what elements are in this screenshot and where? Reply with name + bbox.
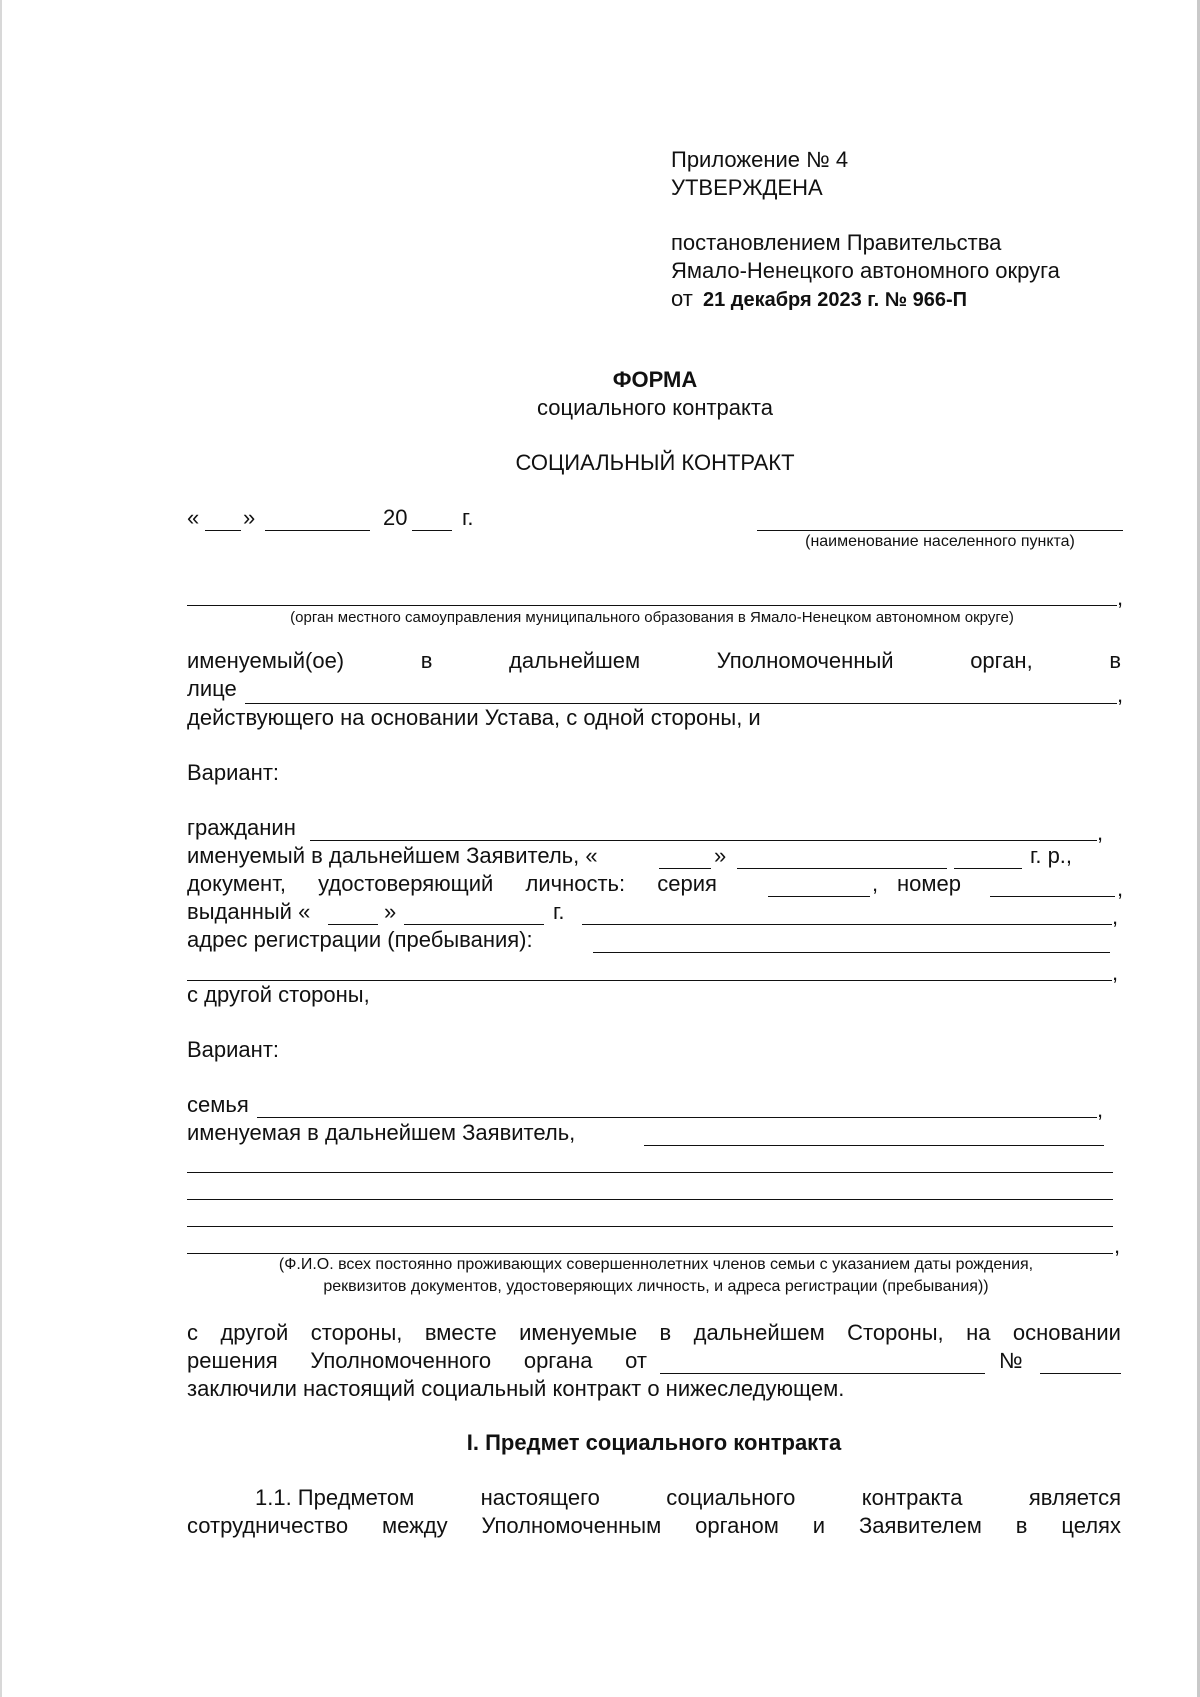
doc-number-label: номер <box>897 871 961 896</box>
word: на <box>966 1320 991 1345</box>
word: целях <box>1061 1513 1121 1538</box>
birth-close-quote: » <box>714 843 727 868</box>
variant-1-label: Вариант: <box>187 760 280 785</box>
family-members-blank-4[interactable] <box>187 1253 1113 1254</box>
word: 1.1. Предметом <box>255 1485 415 1510</box>
section-1-line-2 <box>187 1513 1121 1539</box>
word: документ, <box>187 871 286 896</box>
variant-1-other-side: с другой стороны, <box>187 982 370 1007</box>
issued-label: выданный « <box>187 899 311 924</box>
year-suffix: г. <box>462 505 474 530</box>
address-label: адрес регистрации (пребывания): <box>187 927 533 952</box>
day-blank[interactable] <box>205 530 241 531</box>
word: с <box>187 1320 198 1345</box>
word: именуемые <box>519 1320 638 1345</box>
word: в <box>659 1320 672 1345</box>
family-members-blank-3[interactable] <box>187 1226 1113 1227</box>
issued-year-suffix: г. <box>553 899 565 924</box>
authority-basis: действующего на основании Устава, с одной стороны, и <box>187 705 761 730</box>
word: другой <box>220 1320 289 1345</box>
family-caption-2: реквизитов документов, удостоверяющих личность, и адреса регистрации (пребывания)) <box>323 1278 989 1295</box>
address-blank-1[interactable] <box>593 952 1110 953</box>
word: личность: <box>525 871 626 896</box>
authority-caption: (орган местного самоуправления муниципального образования в Ямало-Ненецком автономном округе) <box>290 609 1014 626</box>
word: контракта <box>861 1485 963 1510</box>
month-blank[interactable] <box>265 530 370 531</box>
word: решения <box>187 1348 278 1373</box>
person-blank[interactable] <box>245 703 1117 704</box>
family-label: семья <box>187 1092 249 1117</box>
doc-series-blank[interactable] <box>768 896 870 897</box>
word: органом <box>695 1513 779 1538</box>
doc-number-blank[interactable] <box>990 896 1115 897</box>
birth-month-blank[interactable] <box>737 868 947 869</box>
word: от <box>625 1348 647 1373</box>
doc-line <box>187 871 717 897</box>
word: настоящего <box>480 1485 600 1510</box>
decree-from: от <box>671 286 693 311</box>
word: в <box>420 648 433 673</box>
family-comma: , <box>1097 1097 1104 1122</box>
word: в <box>1109 648 1121 673</box>
word: Уполномоченным <box>481 1513 662 1538</box>
word: Заявителем <box>858 1513 982 1538</box>
decision-date-blank[interactable] <box>660 1373 985 1374</box>
year-prefix: 20 <box>383 505 408 530</box>
word: стороны, <box>310 1320 403 1345</box>
authority-blank[interactable] <box>187 605 1117 606</box>
decree-line-3 <box>671 286 967 312</box>
form-title: ФОРМА <box>612 367 698 392</box>
family-members-blank-1[interactable] <box>187 1172 1113 1173</box>
decree-line-1: постановлением Правительства <box>671 230 1002 255</box>
word: органа <box>523 1348 593 1373</box>
citizen-blank[interactable] <box>310 840 1097 841</box>
birth-year-blank[interactable] <box>954 868 1022 869</box>
word: удостоверяющий <box>318 871 494 896</box>
word: между <box>381 1513 448 1538</box>
section-1-heading: I. Предмет социального контракта <box>466 1430 842 1455</box>
word: вместе <box>424 1320 497 1345</box>
word: орган, <box>970 648 1033 673</box>
family-members-blank-2[interactable] <box>187 1199 1113 1200</box>
doc-series-comma: , <box>872 871 879 896</box>
address-comma: , <box>1112 960 1119 985</box>
birth-suffix: г. р., <box>1030 843 1073 868</box>
word: дальнейшем <box>509 648 641 673</box>
appendix-label: Приложение № 4 <box>671 147 849 172</box>
word: Уполномоченный <box>716 648 894 673</box>
word: именуемый(ое) <box>187 648 345 673</box>
decision-number-blank[interactable] <box>1040 1373 1121 1374</box>
word: Стороны, <box>847 1320 944 1345</box>
family-blank[interactable] <box>257 1117 1097 1118</box>
birth-day-blank[interactable] <box>659 868 711 869</box>
word: является <box>1028 1485 1121 1510</box>
closing-line-2 <box>187 1348 647 1374</box>
place-caption: (наименование населенного пункта) <box>805 533 1075 550</box>
word: основании <box>1012 1320 1121 1345</box>
closing-line-1 <box>187 1320 1121 1346</box>
citizen-named: именуемый в дальнейшем Заявитель, « <box>187 843 598 868</box>
form-subtitle: социального контракта <box>537 395 773 420</box>
family-caption-1: (Ф.И.О. всех постоянно проживающих совершеннолетних членов семьи с указанием даты рождения, <box>278 1256 1034 1273</box>
closing-line-3: заключили настоящий социальный контракт о нижеследующем. <box>187 1376 845 1401</box>
doc-number-comma: , <box>1117 876 1124 901</box>
approved-label: УТВЕРЖДЕНА <box>671 175 823 200</box>
citizen-comma: , <box>1097 820 1104 845</box>
word: дальнейшем <box>693 1320 825 1345</box>
decree-date: 21 декабря 2023 г. № 966-П <box>702 289 967 311</box>
issued-by-blank[interactable] <box>582 924 1112 925</box>
word: и <box>812 1513 826 1538</box>
issued-day-blank[interactable] <box>328 924 378 925</box>
number-sign: № <box>999 1348 1023 1373</box>
section-1-line-1 <box>255 1485 1121 1511</box>
family-named: именуемая в дальнейшем Заявитель, <box>187 1120 576 1145</box>
word: сотрудничество <box>187 1513 349 1538</box>
person-label: лице <box>187 676 237 701</box>
date-close-quote: » <box>243 505 256 530</box>
issued-comma: , <box>1112 904 1119 929</box>
issued-close-quote: » <box>384 899 397 924</box>
authority-line-1 <box>187 648 1121 674</box>
word: серия <box>657 871 717 896</box>
person-comma: , <box>1117 682 1124 707</box>
decree-line-2: Ямало-Ненецкого автономного округа <box>671 258 1060 283</box>
word: Уполномоченного <box>310 1348 492 1373</box>
place-blank[interactable] <box>757 530 1123 531</box>
family-members-comma: , <box>1114 1233 1121 1258</box>
word: в <box>1015 1513 1028 1538</box>
page-edge-left <box>0 0 2 1697</box>
citizen-label: гражданин <box>187 815 296 840</box>
year-blank[interactable] <box>412 530 452 531</box>
word: социального <box>666 1485 796 1510</box>
date-open-quote: « <box>187 505 200 530</box>
issued-month-blank[interactable] <box>404 924 544 925</box>
contract-title: СОЦИАЛЬНЫЙ КОНТРАКТ <box>515 450 795 475</box>
family-named-blank[interactable] <box>644 1145 1104 1146</box>
address-blank-2[interactable] <box>187 980 1112 981</box>
authority-comma: , <box>1117 585 1124 610</box>
variant-2-label: Вариант: <box>187 1037 280 1062</box>
